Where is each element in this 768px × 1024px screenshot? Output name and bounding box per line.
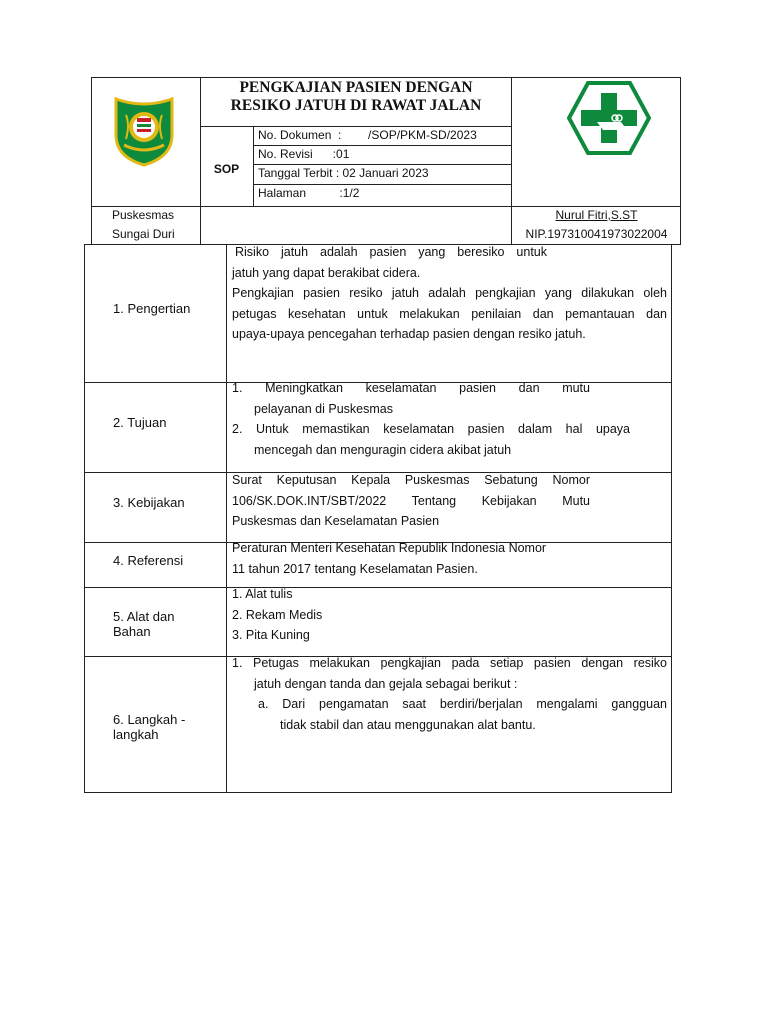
signer-nip: NIP.197310041973022004 (525, 227, 668, 241)
pengertian-line: Pengkajian pasien resiko jatuh adalah pengkajian yang dilakukan oleh (232, 286, 667, 300)
pengertian-content (232, 242, 667, 345)
kebijakan-line: 106/SK.DOK.INT/SBT/2022 Tentang Kebijakan Mutu (232, 493, 590, 508)
alat-item: 2. Rekam Medis (232, 607, 323, 622)
alat-item: 3. Pita Kuning (232, 628, 310, 642)
alat-item: 1. Alat tulis (232, 587, 293, 601)
pengertian-line: upaya-upaya pencegahan terhadap pasien dengan resiko jatuh. (232, 327, 586, 341)
label-langkah-line-2: langkah (113, 727, 159, 742)
issue-date-field: Tanggal Terbit : 02 Januari 2023 (258, 166, 429, 180)
signer-block (512, 206, 681, 244)
tujuan-item: mencegah dan menguragin cidera akibat jatuh (254, 442, 512, 457)
label-langkah (113, 712, 223, 742)
regional-emblem-logo (110, 95, 178, 167)
org-line-1: Puskesmas (112, 208, 175, 222)
puskesmas-logo (567, 80, 651, 156)
pengertian-line: petugas kesehatan untuk melakukan penilaian dan pemantauan dan (232, 306, 667, 321)
label-alat-line-1: 5. Alat dan (113, 609, 175, 624)
doc-number-field: No. Dokumen : /SOP/PKM-SD/2023 (258, 128, 477, 142)
tujuan-item: pelayanan di Puskesmas (254, 401, 393, 416)
langkah-line: 1. Petugas melakukan pengkajian pada setiap pasien dengan resiko (232, 656, 667, 670)
tujuan-item: 2. Untuk memastikan keselamatan pasien dalam hal upaya (232, 422, 630, 436)
kebijakan-line: Puskesmas dan Keselamatan Pasien (232, 514, 440, 528)
signer-name: Nurul Fitri,S.ST (555, 208, 638, 222)
title-line-2: RESIKO JATUH DI RAWAT JALAN (230, 97, 482, 114)
langkah-line: a. Dari pengamatan saat berdiri/berjalan mengalami gangguan (258, 697, 667, 711)
tujuan-item: 1. Meningkatkan keselamatan pasien dan mutu (232, 381, 590, 395)
alat-content (232, 584, 667, 646)
org-name (112, 206, 200, 244)
referensi-line: 11 tahun 2017 tentang Keselamatan Pasien. (232, 561, 478, 576)
pengertian-line: jatuh yang dapat berakibat cidera. (232, 265, 421, 280)
kebijakan-line: Surat Keputusan Kepala Puskesmas Sebatung Nomor (232, 473, 590, 487)
referensi-line: Peraturan Menteri Kesehatan Republik Indonesia Nomor (232, 541, 547, 555)
referensi-content (232, 538, 667, 579)
tujuan-content (232, 378, 667, 460)
org-line-2: Sungai Duri (112, 227, 175, 241)
content-column-divider (226, 244, 227, 793)
document-title (200, 79, 512, 125)
sop-label: SOP (213, 162, 240, 176)
pengertian-line: Risiko jatuh adalah pasien yang beresiko untuk (235, 245, 547, 259)
label-langkah-line-1: 6. Langkah - (113, 712, 186, 727)
langkah-line: tidak stabil dan atau menggunakan alat bantu. (280, 717, 536, 732)
page-field: Halaman :1/2 (258, 186, 360, 200)
label-alat-bahan (113, 609, 223, 639)
langkah-line: jatuh dengan tanda dan gejala sebagai berikut : (254, 676, 518, 691)
revision-field: No. Revisi :01 (258, 147, 350, 161)
sop-divider (253, 126, 254, 206)
title-line-1: PENGKAJIAN PASIEN DENGAN (239, 79, 473, 96)
kebijakan-content (232, 470, 590, 532)
label-pengertian: 1. Pengertian (113, 301, 191, 316)
label-kebijakan: 3. Kebijakan (113, 495, 185, 510)
label-tujuan: 2. Tujuan (113, 415, 167, 430)
label-alat-line-2: Bahan (113, 624, 151, 639)
label-referensi: 4. Referensi (113, 553, 184, 568)
langkah-content (232, 653, 667, 735)
